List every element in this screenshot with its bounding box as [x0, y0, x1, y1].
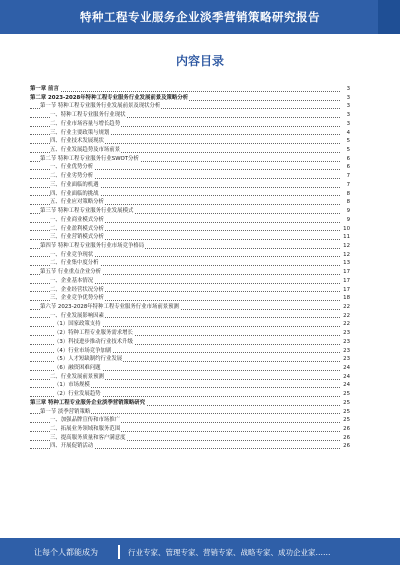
toc-entry[interactable]: [30, 312, 350, 321]
toc-leader-dots: [30, 91, 340, 92]
toc-entry[interactable]: [30, 277, 350, 286]
toc-entry-page: 25: [343, 391, 350, 398]
toc-entry-title: 三、行业面临的机遇: [50, 181, 99, 188]
toc-entry-page: 25: [343, 417, 350, 424]
toc-entry-title: 第三章 特种工程专业服务企业淡季营销策略研究: [30, 399, 146, 406]
toc-entry-title: 四、行业面临的挑战: [50, 190, 99, 197]
toc-entry-title: （5）人才短缺制约行业发展: [54, 356, 123, 363]
toc-entry-title: （2）特种工程专业服务需求增长: [54, 330, 133, 337]
toc-entry-page: 3: [346, 103, 350, 110]
toc-entry[interactable]: [30, 198, 350, 207]
toc-entry-page: 7: [346, 173, 350, 180]
toc-entry[interactable]: [30, 137, 350, 146]
toc-entry-title: 五、行业应对策略分析: [50, 199, 104, 206]
toc-entry-title: 二、行业集中度分析: [50, 260, 99, 267]
toc-entry-title: 一、行业发展影响因素: [50, 312, 104, 319]
toc-entry[interactable]: [30, 442, 350, 451]
toc-entry-title: （2）行业发展趋势: [54, 391, 101, 398]
toc-entry-page: 5: [346, 138, 350, 145]
toc-entry[interactable]: [30, 102, 350, 111]
toc-entry-title: 第一章 前言: [30, 86, 59, 92]
toc-entry[interactable]: [30, 225, 350, 234]
toc-entry-title: 三、行业营销模式分析: [50, 234, 104, 241]
toc-entry-title: 第三节 特种工程专业服务行业发展模式: [40, 208, 134, 215]
toc-entry-page: 5: [346, 147, 350, 154]
toc-entry[interactable]: [30, 425, 350, 434]
toc-entry-title: 第四节 特种工程专业服务行业市场竞争格局: [40, 242, 145, 249]
toc-entry[interactable]: [30, 329, 350, 338]
toc-entry-title: 二、行业劣势分析: [50, 173, 94, 180]
toc-entry-title: 一、行业优势分析: [50, 164, 94, 171]
toc-entry[interactable]: [30, 408, 350, 417]
toc-entry[interactable]: [30, 163, 350, 172]
toc-entry[interactable]: [30, 233, 350, 242]
toc-entry-page: 23: [343, 338, 350, 345]
toc-entry-page: 9: [346, 208, 350, 215]
toc-entry-title: 二、拓展业务领域和服务范围: [50, 426, 121, 433]
toc-entry-page: 23: [343, 356, 350, 363]
toc-entry-title: （6）融资困难问题: [54, 365, 101, 371]
toc-entry[interactable]: [30, 181, 350, 190]
toc-entry-page: 3: [346, 86, 350, 92]
toc-entry-page: 26: [343, 426, 350, 433]
toc-entry-title: 二、行业盈利模式分析: [50, 225, 104, 232]
toc-entry[interactable]: [30, 347, 350, 356]
toc-entry[interactable]: [30, 155, 350, 164]
toc-entry-title: 第一节 特种工程专业服务行业发展前景及现状分析: [40, 103, 161, 110]
toc-entry-page: 24: [343, 382, 350, 389]
footer-slogan-left: 让每个人都能成为: [34, 548, 98, 557]
toc-entry-page: 4: [346, 129, 350, 136]
toc-entry[interactable]: [30, 399, 350, 408]
toc-entry-title: 第二章 2023-2028年特种工程专业服务行业发展前景及策略分析: [30, 94, 189, 101]
toc-entry[interactable]: [30, 111, 350, 120]
toc-entry-page: 22: [343, 303, 350, 310]
toc-entry[interactable]: [30, 338, 350, 347]
header-bar: [0, 0, 400, 34]
toc-entry-title: 一、加强品牌宣传和市场推广: [50, 417, 121, 424]
toc-entry-page: 3: [346, 120, 350, 127]
toc-entry-title: 第一节 淡季营销策略: [40, 408, 91, 415]
toc-entry[interactable]: [30, 216, 350, 225]
toc-entry[interactable]: [30, 94, 350, 103]
toc-entry-page: 24: [343, 373, 350, 380]
toc-entry-title: （1）国家政策支持: [54, 321, 101, 328]
toc-entry-page: 17: [343, 277, 350, 284]
toc-entry-title: 三、企业竞争优势分析: [50, 295, 104, 302]
toc-entry-page: 22: [343, 312, 350, 319]
toc-entry[interactable]: [30, 364, 350, 373]
toc-entry[interactable]: [30, 251, 350, 260]
toc-entry-page: 17: [343, 286, 350, 293]
footer-bar: [0, 539, 400, 565]
toc-entry-page: 24: [343, 365, 350, 371]
toc-entry[interactable]: [30, 242, 350, 251]
toc-entry-page: 6: [346, 155, 350, 162]
toc-entry-title: 三、提高服务质量和客户满意度: [50, 434, 126, 441]
toc-entry[interactable]: [30, 207, 350, 216]
toc-entry-title: 四、行业技术发展现状: [50, 138, 104, 145]
toc-entry[interactable]: [30, 390, 350, 399]
toc-entry-page: 26: [343, 434, 350, 441]
table-of-contents: [30, 85, 350, 451]
toc-entry-title: 四、开展促销活动: [50, 443, 94, 450]
toc-entry-page: 3: [346, 94, 350, 101]
toc-entry[interactable]: [30, 120, 350, 129]
toc-entry-page: 10: [343, 225, 350, 232]
toc-entry-page: 23: [343, 330, 350, 337]
toc-entry-title: 一、行业竞争现状: [50, 251, 94, 258]
toc-entry[interactable]: [30, 129, 350, 138]
toc-entry-page: 22: [343, 321, 350, 328]
toc-entry[interactable]: [30, 294, 350, 303]
toc-entry-page: 25: [343, 399, 350, 406]
toc-entry-title: 三、行业主要政策与规划: [50, 129, 110, 136]
toc-entry-page: 9: [346, 216, 350, 223]
footer-separator: [118, 545, 120, 559]
toc-entry-title: 二、企业经营状况分析: [50, 286, 104, 293]
toc-entry-title: 二、行业发展前景预测: [50, 373, 104, 380]
toc-entry-page: 17: [343, 269, 350, 276]
toc-entry-page: 18: [343, 295, 350, 302]
toc-entry-page: 12: [343, 242, 350, 249]
toc-entry-title: 一、特种工程专业服务行业现状: [50, 112, 126, 119]
toc-entry-page: 11: [343, 234, 350, 241]
toc-entry[interactable]: [30, 146, 350, 155]
toc-heading: 内容目录: [175, 54, 224, 68]
toc-entry[interactable]: [30, 85, 350, 94]
toc-entry[interactable]: [30, 416, 350, 425]
toc-entry-page: 13: [343, 260, 350, 267]
toc-entry-title: 第二节 特种工程专业服务行业SWOT分析: [40, 155, 139, 162]
toc-entry-page: 6: [346, 164, 350, 171]
toc-entry[interactable]: [30, 355, 350, 364]
toc-entry[interactable]: [30, 381, 350, 390]
footer-slogan-right: 行业专家、管理专家、营销专家、战略专家、成功企业家……: [128, 548, 331, 557]
document-title: 特种工程专业服务企业淡季营销策略研究报告: [80, 10, 320, 24]
toc-entry[interactable]: [30, 259, 350, 268]
toc-entry[interactable]: [30, 303, 350, 312]
toc-entry-page: 8: [346, 199, 350, 206]
toc-entry-page: 8: [346, 190, 350, 197]
toc-entry-title: （4）行业市场竞争加剧: [54, 347, 112, 354]
toc-entry-title: （1）市场规模: [54, 382, 90, 389]
toc-entry-title: （3）科技进步推动行业技术升级: [54, 338, 133, 345]
toc-entry-page: 26: [343, 443, 350, 450]
toc-entry-page: 7: [346, 181, 350, 188]
toc-entry[interactable]: [30, 434, 350, 443]
toc-entry[interactable]: [30, 268, 350, 277]
toc-entry-title: 第五节 行业重点企业分析: [40, 269, 102, 276]
toc-entry[interactable]: [30, 190, 350, 199]
toc-entry-page: 23: [343, 347, 350, 354]
toc-entry-title: 五、行业发展趋势及市场前景: [50, 147, 121, 154]
toc-entry-title: 第六节 2023-2028年特种工程专业服务行业市场前景预测: [40, 303, 179, 310]
toc-entry-title: 一、行业商业模式分析: [50, 216, 104, 223]
toc-entry[interactable]: [30, 320, 350, 329]
toc-entry[interactable]: [30, 172, 350, 181]
toc-entry-page: 3: [346, 112, 350, 119]
toc-entry-title: 一、企业基本情况: [50, 277, 94, 284]
toc-entry[interactable]: [30, 373, 350, 382]
toc-entry[interactable]: [30, 286, 350, 295]
toc-entry-page: 25: [343, 408, 350, 415]
toc-entry-page: 12: [343, 251, 350, 258]
toc-entry-title: 二、行业市场容量与增长趋势: [50, 120, 121, 127]
